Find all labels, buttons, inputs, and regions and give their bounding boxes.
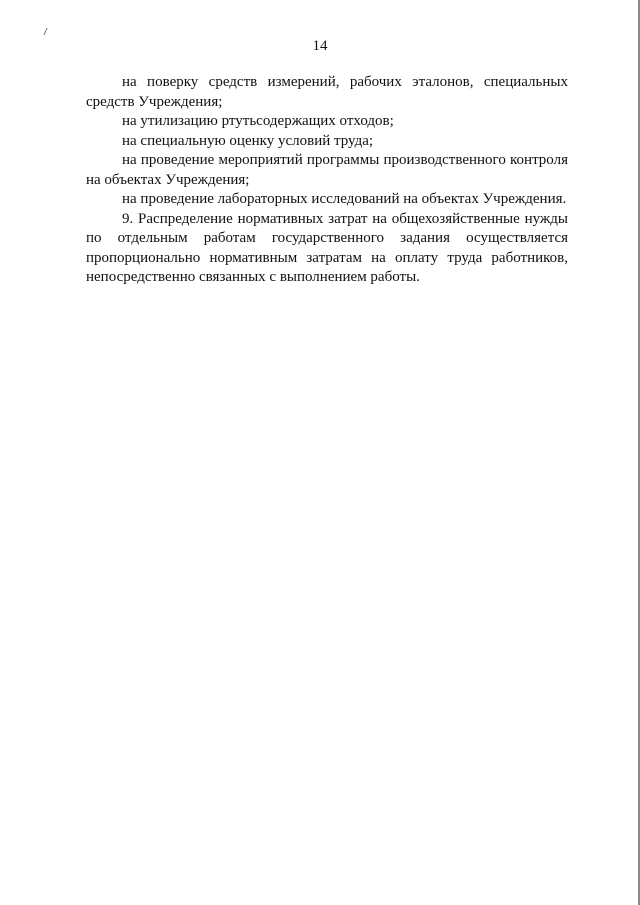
document-body xyxy=(86,73,568,288)
scan-artifact-mark xyxy=(43,28,50,35)
clause-9-cost-distribution: 9. Распределение нормативных затрат на общехозяйственные нужды по отдельным работам государственного задания осуществляется пропорционально нормативным затратам на оплату труда работников, непосредственно связанных с выполнением работы. xyxy=(86,210,568,285)
page-number: 14 xyxy=(312,38,328,54)
list-item-production-control: на проведение мероприятий программы производственного контроля на объектах Учреждения; xyxy=(86,152,568,188)
list-item-verification: на поверку средств измерений, рабочих эталонов, специальных средств Учреждения; xyxy=(86,74,568,110)
list-item-mercury-disposal: на утилизацию ртутьсодержащих отходов; xyxy=(122,113,394,129)
list-item-working-conditions: на специальную оценку условий труда; xyxy=(122,132,374,149)
list-item-lab-research: на проведение лабораторных исследований на объектах Учреждения. xyxy=(122,191,567,207)
